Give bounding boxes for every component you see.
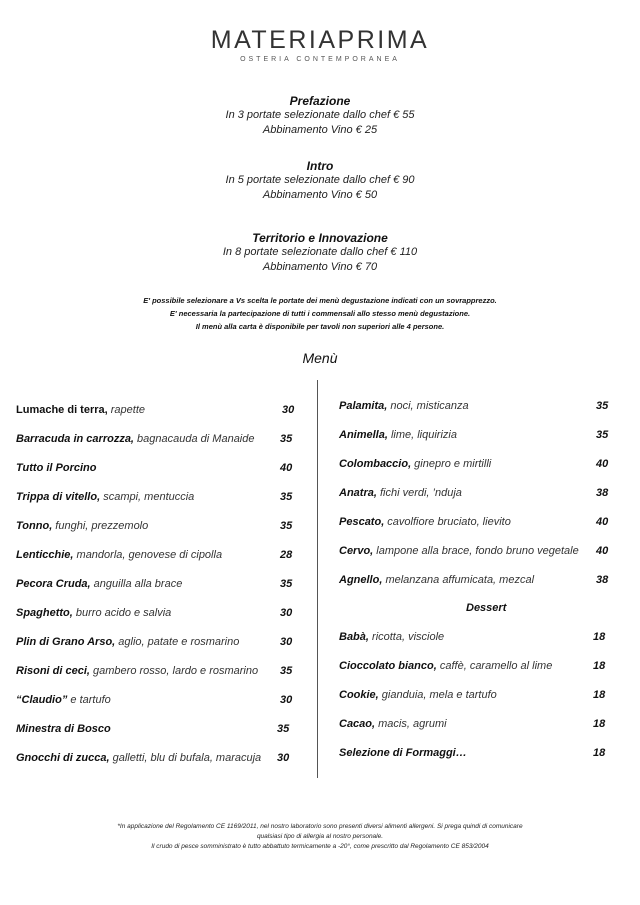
dish-description: burro acido e salvia [72, 607, 172, 619]
dish-name: “Claudio” [16, 694, 68, 706]
dish-name: Tonno, [16, 520, 53, 532]
dish-description: bagnacauda di Manaide [134, 433, 255, 445]
dish-name: Gnocchi di zucca, [16, 752, 110, 764]
dish-price: 35 [280, 520, 293, 532]
dish-name: Plin di Grano Arso, [16, 636, 116, 648]
dish-name: Trippa di vitello, [16, 491, 101, 503]
dish-price: 40 [596, 458, 609, 470]
dish-price: 40 [596, 516, 609, 528]
dish-description: lime, liquirizia [387, 429, 457, 441]
menu-item [16, 723, 111, 735]
menu-item [339, 429, 457, 441]
dish-price: 40 [596, 545, 609, 557]
tasting-notes [0, 294, 640, 333]
dish-price: 35 [277, 723, 290, 735]
menu-item [16, 636, 239, 648]
dish-price: 38 [596, 574, 609, 586]
dish-price: 35 [280, 665, 293, 677]
dish-price: 35 [596, 400, 609, 412]
dish-name: Cacao, [339, 718, 376, 730]
dish-name: Animella, [339, 429, 388, 441]
dish-description: macis, agrumi [375, 718, 447, 730]
menu-item [339, 689, 497, 701]
dish-name: Cookie, [339, 689, 379, 701]
footer-line: Il crudo di pesce somministrato è tutto abbattuto termicamente a -20°, come prescritto dal Regolamento CE 853/2004 [151, 843, 489, 850]
menu-item [339, 747, 467, 759]
tasting-menu-line: In 8 portate selezionate dallo chef € 110 [222, 246, 418, 258]
dish-price: 40 [280, 462, 293, 474]
column-divider [317, 380, 318, 778]
dish-description: melanzana affumicata, mezcal [382, 574, 535, 586]
dish-name: Risoni di ceci, [16, 665, 90, 677]
dish-description: anguilla alla brace [90, 578, 183, 590]
dish-description: galletti, blu di bufala, maracuja [109, 752, 262, 764]
dish-description: scampi, mentuccia [100, 491, 195, 503]
dish-price: 30 [280, 636, 293, 648]
tasting-menu-title: Intro [306, 159, 334, 173]
allergen-footer [60, 822, 580, 852]
menu-item [339, 458, 491, 470]
tasting-menu-wine: Abbinamento Vino € 50 [262, 189, 378, 201]
menu-item [16, 433, 254, 445]
tasting-menu-territorio [0, 231, 640, 275]
dish-price: 18 [593, 660, 606, 672]
dish-price: 30 [282, 404, 295, 416]
dish-name: Cervo, [339, 545, 374, 557]
dish-name: Agnello, [339, 574, 383, 586]
tasting-menu-wine: Abbinamento Vino € 70 [262, 261, 378, 273]
logo-name: MATERIAPRIMA [210, 26, 430, 54]
dish-name: Minestra di Bosco [16, 723, 111, 735]
footer-line: *In applicazione del Regolamento CE 1169/2011, nel nostro laboratorio sono presenti diversi alimenti allergeni. Si prega quindi di comunicare [117, 823, 523, 830]
tasting-menu-intro [0, 159, 640, 203]
dish-description: funghi, prezzemolo [52, 520, 149, 532]
menu-title: Menù [302, 350, 338, 366]
menu-item [339, 660, 552, 672]
tasting-menu-title: Territorio e Innovazione [252, 231, 388, 245]
dish-description: cavolfiore bruciato, lievito [384, 516, 511, 528]
tasting-menu-title: Prefazione [289, 94, 351, 108]
dish-name: Lenticchie, [16, 549, 74, 561]
dish-price: 38 [596, 487, 609, 499]
note-line: E' possibile selezionare a Vs scelta le portate dei menù degustazione indicati con un sovrapprezzo. [143, 296, 497, 305]
menu-item [16, 694, 111, 706]
dish-name: Barracuda in carrozza, [16, 433, 134, 445]
note-line: E' necessaria la partecipazione di tutti i commensali allo stesso menù degustazione. [169, 309, 471, 318]
dish-description: noci, misticanza [387, 400, 469, 412]
dish-description: gianduia, mela e tartufo [378, 689, 497, 701]
dish-price: 35 [280, 433, 293, 445]
dish-description: caffè, caramello al lime [436, 660, 553, 672]
tasting-menu-line: In 5 portate selezionate dallo chef € 90 [225, 174, 415, 186]
tasting-menu-prefazione [0, 94, 640, 138]
dish-price: 35 [280, 578, 293, 590]
dish-price: 18 [593, 718, 606, 730]
menu-item [339, 516, 511, 528]
tasting-menu-line: In 3 portate selezionate dallo chef € 55 [225, 109, 415, 121]
dish-name: Pecora Cruda, [16, 578, 91, 590]
dish-description: gambero rosso, lardo e rosmarino [89, 665, 259, 677]
dish-name: Palamita, [339, 400, 388, 412]
dish-description: lampone alla brace, fondo bruno vegetale [373, 545, 579, 557]
footer-line: qualsiasi tipo di allergia al nostro personale. [256, 833, 384, 840]
note-line: Il menù alla carta è disponibile per tavoli non superiori alle 4 persone. [195, 322, 445, 331]
menu-item [339, 487, 462, 499]
menu-item [16, 665, 258, 677]
menu-item [16, 491, 194, 503]
dish-name: Anatra, [339, 487, 377, 499]
dish-description: ricotta, visciole [368, 631, 445, 643]
dish-description: rapette [107, 404, 146, 416]
dish-description: ginepro e mirtilli [411, 458, 492, 470]
dessert-title: Dessert [466, 602, 507, 614]
menu-item [16, 752, 261, 764]
dish-price: 28 [280, 549, 293, 561]
menu-item [339, 574, 534, 586]
dish-price: 18 [593, 631, 606, 643]
logo-tagline: OSTERIA CONTEMPORANEA [240, 56, 400, 63]
dish-price: 35 [280, 491, 293, 503]
dish-price: 35 [596, 429, 609, 441]
dish-price: 18 [593, 689, 606, 701]
dish-price: 18 [593, 747, 606, 759]
menu-item [339, 400, 469, 412]
tasting-menu-wine: Abbinamento Vino € 25 [262, 124, 378, 136]
dish-price: 30 [280, 607, 293, 619]
dish-name: Cioccolato bianco, [339, 660, 437, 672]
menu-item [16, 578, 182, 590]
menu-item [339, 718, 447, 730]
menu-item [16, 520, 148, 532]
dish-name: Spaghetto, [16, 607, 73, 619]
menu-item [16, 462, 96, 474]
menu-item [16, 549, 222, 561]
dish-price: 30 [280, 694, 293, 706]
menu-item [339, 545, 579, 557]
dish-name: Tutto il Porcino [16, 462, 97, 474]
menu-item [16, 404, 145, 416]
menu-item [16, 607, 171, 619]
dish-name: Babà, [339, 631, 369, 643]
dish-description: fichi verdi, ’nduja [376, 487, 462, 499]
menu-item [339, 631, 444, 643]
dish-description: aglio, patate e rosmarino [115, 636, 240, 648]
dish-name: Colombaccio, [339, 458, 412, 470]
dish-price: 30 [277, 752, 290, 764]
dish-name: Pescato, [339, 516, 385, 528]
dish-description: e tartufo [67, 694, 111, 706]
dish-description: mandorla, genovese di cipolla [73, 549, 223, 561]
dish-name: Selezione di Formaggi… [339, 747, 467, 759]
dish-name: Lumache di terra, [16, 404, 108, 416]
